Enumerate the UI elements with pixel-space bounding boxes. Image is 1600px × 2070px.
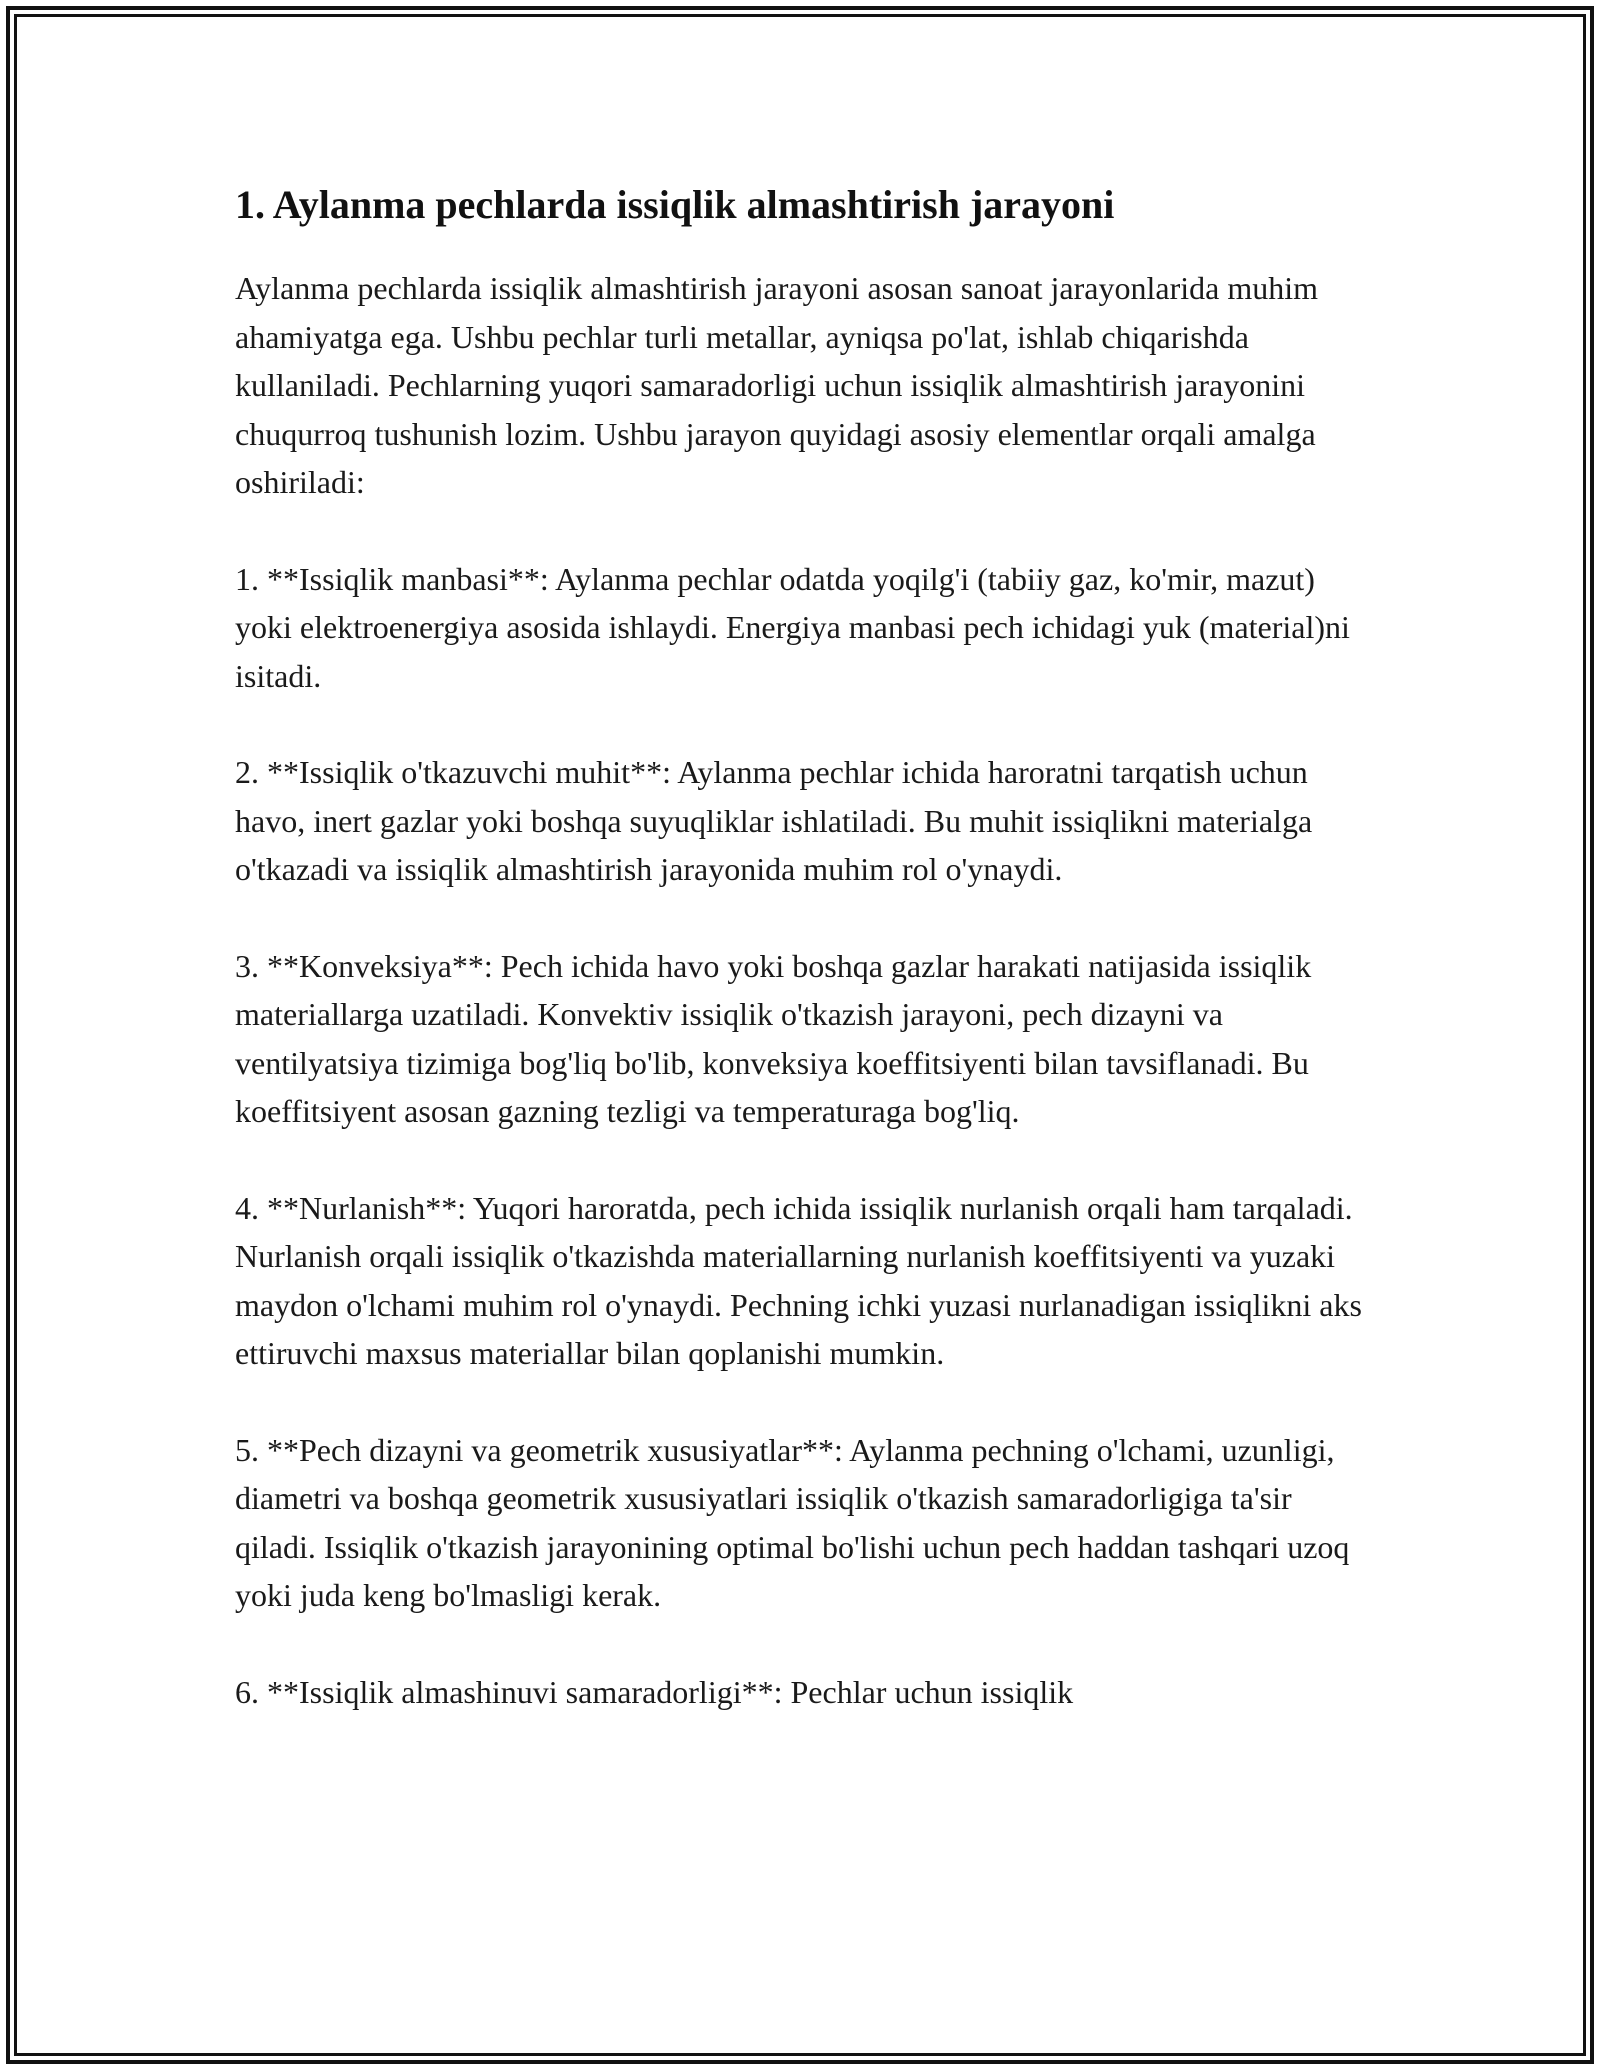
document-title: 1. Aylanma pechlarda issiqlik almashtirish jarayoni bbox=[235, 182, 1115, 227]
item-heat-source: 1. **Issiqlik manbasi**: Aylanma pechlar odatda yoqilg'i (tabiiy gaz, ko'mir, mazut) yoki elektroenergiya asosida ishlaydi. Energiya manbasi pech ichidagi yuk (material)ni isitadi. bbox=[235, 560, 1350, 694]
item-radiation: 4. **Nurlanish**: Yuqori haroratda, pech ichida issiqlik nurlanish orqali ham tarqaladi. Nurlanish orqali issiqlik o'tkazishda materiallarning nurlanish koeffitsiyenti va yuzaki maydon o'lchami muhim rol o'ynaydi. Pechning ichki yuzasi nurlanadigan issiqlikni aks ettiruvchi maxsus materiallar bilan qoplanishi mumkin. bbox=[235, 1189, 1362, 1371]
intro-paragraph: Aylanma pechlarda issiqlik almashtirish jarayoni asosan sanoat jarayonlarida muhim ahamiyatga ega. Ushbu pechlar turli metallar, ayniqsa po'lat, ishlab chiqarishda kullaniladi. Pechlarning yuqori samaradorligi uchun issiqlik almashtirish jarayonini chuqurroq tushunish lozim. Ushbu jarayon quyidagi asosiy elementlar orqali amalga oshiriladi: bbox=[235, 270, 1318, 500]
item-furnace-design: 5. **Pech dizayni va geometrik xususiyatlar**: Aylanma pechning o'lchami, uzunligi, diametri va boshqa geometrik xususiyatlari issiqlik o'tkazish samaradorligiga ta'sir qiladi. Issiqlik o'tkazish jarayonining optimal bo'lishi uchun pech haddan tashqari uzoq yoki juda keng bo'lmasligi kerak. bbox=[235, 1431, 1350, 1613]
item-heat-exchange-efficiency: 6. **Issiqlik almashinuvi samaradorligi**: Pechlar uchun issiqlik bbox=[235, 1673, 1074, 1710]
document-body bbox=[235, 180, 1375, 1764]
item-heat-medium: 2. **Issiqlik o'tkazuvchi muhit**: Aylanma pechlar ichida haroratni tarqatish uchun havo, inert gazlar yoki boshqa suyuqliklar ishlatiladi. Bu muhit issiqlikni materialga o'tkazadi va issiqlik almashtirish jarayonida muhim rol o'ynaydi. bbox=[235, 754, 1313, 887]
item-convection: 3. **Konveksiya**: Pech ichida havo yoki boshqa gazlar harakati natijasida issiqlik materiallarga uzatiladi. Konvektiv issiqlik o'tkazish jarayoni, pech dizayni va ventilyatsiya tizimiga bog'liq bo'lib, konveksiya koeffitsiyenti bilan tavsiflanadi. Bu koeffitsiyent asosan gazning tezligi va temperaturaga bog'liq. bbox=[235, 947, 1312, 1129]
